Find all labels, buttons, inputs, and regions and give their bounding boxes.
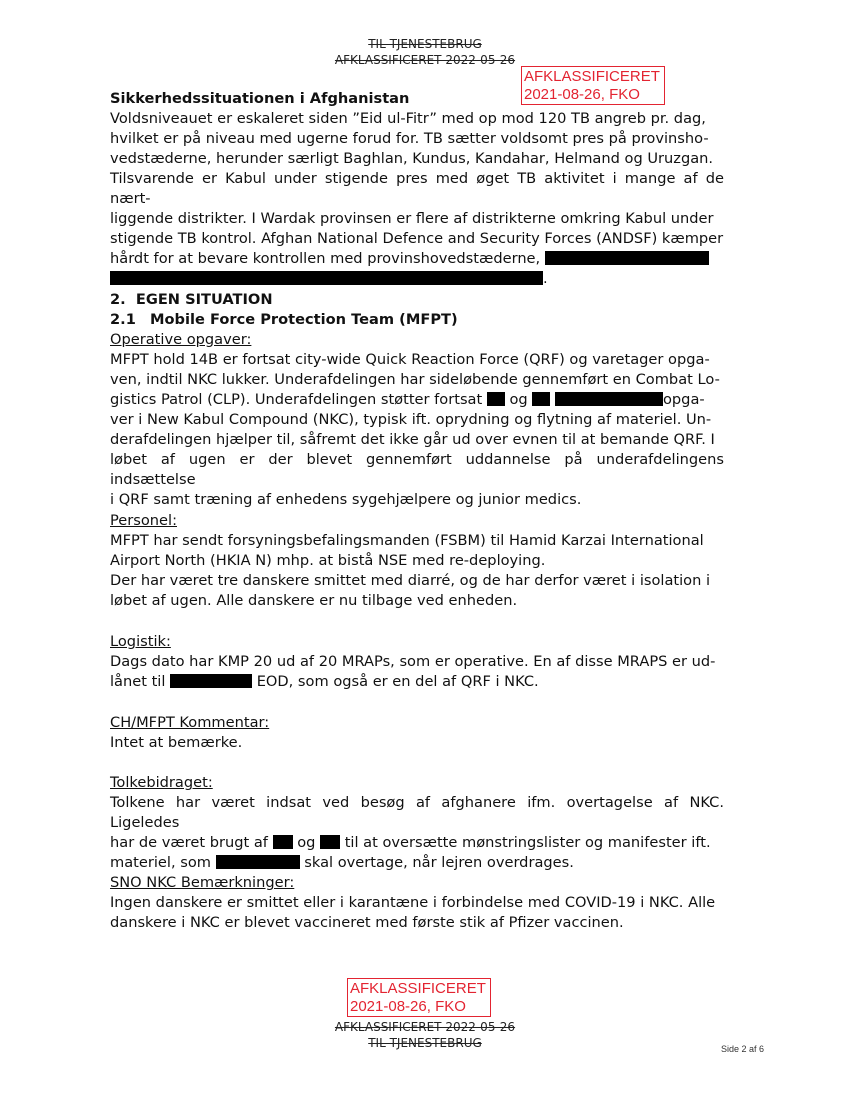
stamp-date: 2021-08-26, FKO	[350, 998, 466, 1015]
tolk-text: har de været brugt af	[110, 834, 268, 851]
tolk-text: til at oversætte mønstringslister og manifester ift.	[344, 834, 711, 851]
security-line-text: hårdt for at bevare kontrollen med provinshovedstæderne,	[110, 250, 541, 267]
tolk-heading: Tolkebidraget:	[110, 774, 213, 791]
personel-heading: Personel:	[110, 512, 177, 529]
kommentar-text: Intet at bemærke.	[110, 734, 243, 751]
security-line: stigende TB kontrol. Afghan National Defence and Security Forces (ANDSF) kæmper	[110, 230, 724, 247]
header-declassified-date: AFKLASSIFICERET 2022-05-26	[334, 53, 516, 67]
personel-line: MFPT har sendt forsyningsbefalingsmanden (FSBM) til Hamid Karzai International	[110, 532, 704, 549]
kommentar-section	[110, 713, 724, 753]
personel-line: Airport North (HKIA N) mhp. at bistå NSE med re-deploying.	[110, 552, 546, 569]
redaction-bar	[273, 835, 293, 849]
security-title: Sikkerhedssituationen i Afghanistan	[110, 90, 410, 107]
security-line: liggende distrikter. I Wardak provinsen er flere af distrikterne omkring Kabul under	[110, 210, 714, 227]
operative-text: opga-	[662, 391, 705, 408]
personel-line: løbet af ugen. Alle danskere er nu tilbage ved enheden.	[110, 592, 518, 609]
redaction-bar	[110, 271, 543, 285]
redaction-bar	[545, 251, 709, 265]
logistik-heading: Logistik:	[110, 633, 171, 650]
security-line	[110, 249, 724, 269]
tolk-text: skal overtage, når lejren overdrages.	[304, 854, 574, 871]
subsection-title: Mobile Force Protection Team (MFPT)	[150, 311, 458, 328]
logistik-text: EOD, som også er en del af QRF i NKC.	[256, 673, 539, 690]
personel-section	[110, 511, 724, 611]
operative-line: derafdelingen hjælper til, såfremt det ikke går ud over evnen til at bemande QRF. I	[110, 431, 715, 448]
security-line-last	[110, 269, 724, 289]
personel-line: Der har været tre danskere smittet med diarré, og de har derfor været i isolation i	[110, 572, 711, 589]
operative-line	[110, 390, 724, 410]
section-number: 2.	[110, 291, 126, 308]
footer-declassified-date: AFKLASSIFICERET 2022-05-26	[334, 1020, 516, 1034]
sno-section	[110, 873, 724, 933]
sno-heading: SNO NKC Bemærkninger:	[110, 874, 295, 891]
operative-line: i QRF samt træning af enhedens sygehjælpere og junior medics.	[110, 491, 582, 508]
sno-line: danskere i NKC er blevet vaccineret med første stik af Pfizer vaccinen.	[110, 914, 624, 931]
logistik-text: lånet til	[110, 673, 166, 690]
redaction-bar	[555, 392, 663, 406]
stamp-label: AFKLASSIFICERET	[524, 68, 660, 85]
security-section	[110, 89, 724, 289]
operative-heading: Operative opgaver:	[110, 331, 252, 348]
logistik-section	[110, 632, 724, 692]
operative-line: løbet af ugen er der blevet gennemført uddannelse på underafdelingens indsættelse	[110, 451, 724, 488]
operative-text: gistics Patrol (CLP). Underafdelingen støtter fortsat	[110, 391, 483, 408]
page-number: Side 2 af 6	[721, 1044, 765, 1054]
redaction-bar	[170, 674, 252, 688]
stamp-label: AFKLASSIFICERET	[350, 980, 486, 997]
redaction-bar	[487, 392, 505, 406]
operative-line: ven, indtil NKC lukker. Underafdelingen har sideløbende gennemført en Combat Lo-	[110, 371, 720, 388]
declassification-stamp-bottom	[347, 978, 491, 1017]
redaction-bar	[532, 392, 550, 406]
tolk-text: materiel, som	[110, 854, 211, 871]
security-line: hvilket er på niveau med ugerne forud for. TB sætter voldsomt pres på provinsho-	[110, 130, 709, 147]
redaction-bar	[320, 835, 340, 849]
security-line: Tilsvarende er Kabul under stigende pres med øget TB aktivitet i mange af de nært-	[110, 170, 724, 207]
redaction-bar	[216, 855, 300, 869]
logistik-line: Dags dato har KMP 20 ud af 20 MRAPs, som er operative. En af disse MRAPS er ud-	[110, 653, 716, 670]
footer-classification: TIL TJENESTEBRUG	[368, 1036, 482, 1050]
logistik-line	[110, 672, 724, 692]
operative-line: MFPT hold 14B er fortsat city-wide Quick Reaction Force (QRF) og varetager opga-	[110, 351, 710, 368]
section-2	[110, 290, 724, 510]
operative-text: og	[509, 391, 528, 408]
security-line: Voldsniveauet er eskaleret siden ”Eid ul-Fitr” med op mod 120 TB angreb pr. dag,	[110, 110, 706, 127]
subsection-number: 2.1	[110, 311, 136, 328]
tolk-line	[110, 833, 724, 853]
tolk-section	[110, 773, 724, 873]
sno-line: Ingen danskere er smittet eller i karantæne i forbindelse med COVID-19 i NKC. Alle	[110, 894, 716, 911]
tolk-text: og	[297, 834, 316, 851]
security-end: .	[543, 270, 548, 287]
tolk-line: Tolkene har været indsat ved besøg af afghanere ifm. overtagelse af NKC. Ligeledes	[110, 794, 724, 831]
section-title: EGEN SITUATION	[135, 291, 273, 308]
header-classification: TIL TJENESTEBRUG	[368, 37, 482, 51]
stamp-date: 2021-08-26, FKO	[524, 86, 640, 103]
operative-line: ver i New Kabul Compound (NKC), typisk ift. oprydning og flytning af materiel. Un-	[110, 411, 712, 428]
subsection-heading	[110, 310, 724, 330]
security-line: vedstæderne, herunder særligt Baghlan, Kundus, Kandahar, Helmand og Uruzgan.	[110, 150, 714, 167]
section-heading	[110, 290, 724, 310]
tolk-line	[110, 853, 724, 873]
kommentar-heading: CH/MFPT Kommentar:	[110, 714, 270, 731]
